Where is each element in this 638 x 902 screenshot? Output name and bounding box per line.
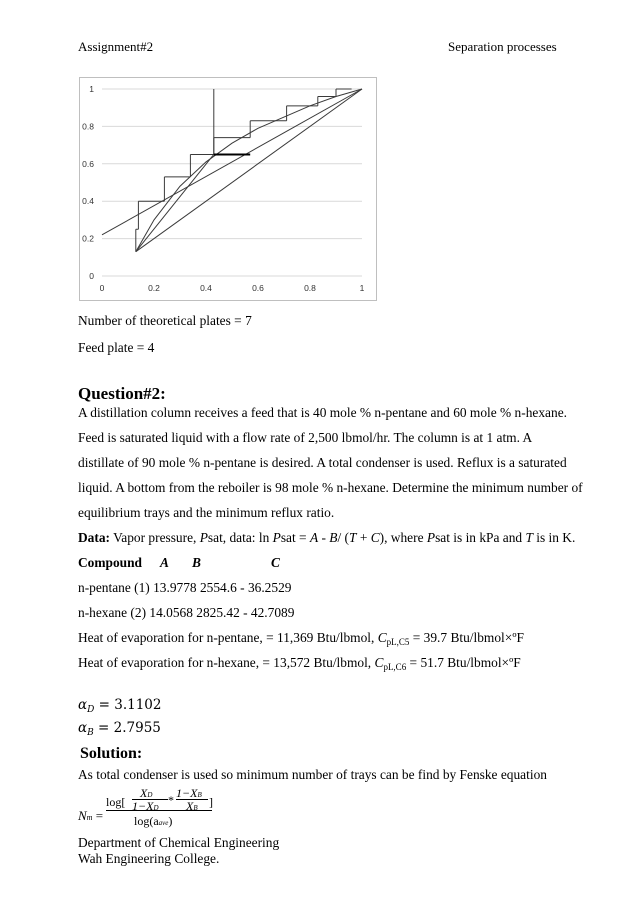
header-right: Separation processes [448,39,557,54]
feed-plate-text: Feed plate = 4 [78,340,155,355]
footer-line-2: Wah Engineering College. [78,851,220,866]
x-tick-label: 1 [359,283,365,293]
question-line-2: Feed is saturated liquid with a flow rate of 2,500 lbmol/hr. The column is at 1 atm. A [78,430,533,445]
question-line-3: distillate of 90 mole % n-pentane is desired. A total condenser is used. Reflux is a saturated [78,455,567,470]
y-tick-label: 1 [89,84,94,94]
heat-pentane: Heat of evaporation for n-pentane, = 11,369 Btu/lbmol, $C_{pL,C5} = 39.7$ Btu/lbmol×ºF [78,630,524,647]
eq-denominator: log(aave) [134,814,173,828]
x-tick-label: 0.8 [304,283,316,293]
y-tick-label: 0.6 [82,158,94,169]
y-tick-label: 0.2 [82,233,94,244]
chart-svg [80,78,376,300]
heat-hexane: Heat of evaporation for n-hexane, = 13,572 Btu/lbmol, $C_{pL,C6} = 51.7$ Btu/lbmol×ºF [78,655,521,672]
alpha-d: $\alpha_D = 3.1102$ [78,697,162,715]
data-line: Data: Vapor pressure, Psat, data: ln Psat = A - B/ (T + C), where Psat is in kPa and T is in K. [78,530,576,545]
mccabe-thiele-chart [79,77,377,301]
question-line-4: liquid. A bottom from the reboiler is 98 mole % n-hexane. Determine the minimum number of [78,480,583,495]
alpha-b: $\alpha_B = 2.7955$ [78,720,161,738]
solution-heading: Solution: [80,745,143,762]
x-tick-label: 0 [99,283,105,293]
x-tick-label: 0.6 [252,283,264,293]
x-tick-label: 0.4 [200,283,212,293]
eq-lhs: Nm = [78,808,104,823]
series-line [136,154,214,251]
question-line-5: equilibrium trays and the minimum reflux ratio. [78,505,335,520]
series-line [102,89,362,235]
y-tick-label: 0 [89,271,94,281]
footer-line-1: Department of Chemical Engineering [78,835,280,850]
y-tick-label: 0.4 [82,196,94,207]
data-label: Data: [78,530,110,545]
table-row-hexane: n-hexane (2) 14.0568 2825.42 - 42.7089 [78,605,295,620]
fenske-equation: Nm = log[ XD 1−XD * 1−XB XB ] log(aave) [78,786,213,828]
series-line [136,89,362,252]
theoretical-plates-text: Number of theoretical plates = 7 [78,313,252,328]
y-tick-label: 0.8 [82,121,94,132]
table-header: Compound A B C [78,555,280,570]
solution-text: As total condenser is used so minimum number of trays can be find by Fenske equation [78,767,547,782]
question-heading: Question#2: [78,384,166,403]
table-row-pentane: n-pentane (1) 13.9778 2554.6 - 36.2529 [78,580,292,595]
question-line-1: A distillation column receives a feed that is 40 mole % n-pentane and 60 mole % n-hexane. [78,405,567,420]
header-left: Assignment#2 [78,39,154,54]
x-tick-label: 0.2 [148,283,160,293]
